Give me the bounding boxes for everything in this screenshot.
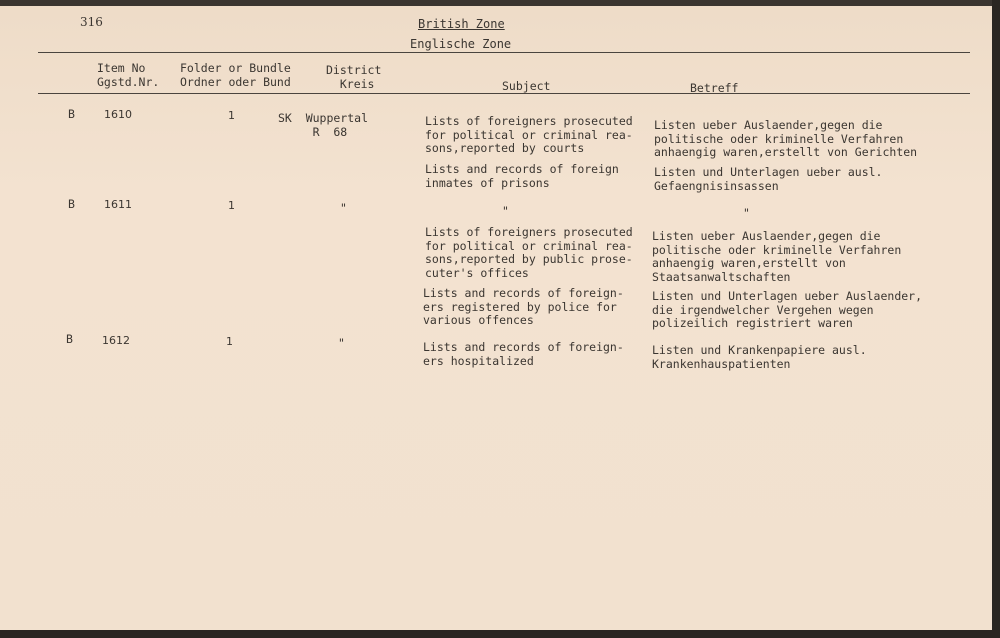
page-number: 316 [80,15,103,29]
header-bottom-rule [38,93,970,94]
header-folder: Folder or Bundle Ordner oder Bund [180,61,291,89]
row-item-no: 1610 [104,108,132,121]
row-item-no: 1612 [102,334,130,347]
row-subject: Lists and records of foreign- ers hospitalized [423,340,624,368]
row-folder: 1 [228,109,235,122]
row-district-ditto: " [340,201,347,215]
row-item-no: 1611 [104,198,132,211]
zone-subtitle: Englische Zone [410,37,512,51]
row-folder: 1 [228,199,235,212]
scan-edge-right [992,0,1000,638]
header-betreff: Betreff [690,81,739,95]
header-item-no: Item No Ggstd.Nr. [97,61,160,89]
row-prefix: B [68,197,75,211]
row-subject-2: Lists and records of foreign inmates of prisons [425,162,619,190]
row-subject-ditto: " [502,204,509,218]
header-district: District Kreis [326,63,382,91]
row-folder: 1 [226,335,233,348]
row-subject: Lists of foreigners prosecuted for political or criminal rea- sons,reported by courts [425,114,633,155]
row-betreff: Listen ueber Auslaender,gegen die politische oder kriminelle Verfahren anhaengig waren,erstellt von Staatsanwaltschaften [652,229,902,284]
row-prefix: B [68,107,75,121]
header-top-rule [38,52,970,53]
row-betreff: Listen und Krankenpapiere ausl. Krankenhauspatienten [652,343,867,371]
row-prefix: B [66,332,73,346]
row-betreff-2: Listen und Unterlagen ueber Auslaender, die irgendwelcher Vergehen wegen polizeilich registriert waren [652,289,923,330]
row-subject: Lists of foreigners prosecuted for political or criminal rea- sons,reported by public prose- cuter's offices [425,225,633,280]
document-page [0,6,992,630]
row-district-ditto: " [338,336,345,350]
row-district: SK Wuppertal R 68 [278,111,369,139]
row-subject-2: Lists and records of foreign- ers registered by police for various offences [423,286,624,327]
header-subject: Subject [502,79,551,93]
row-betreff-ditto: " [743,206,750,220]
row-betreff: Listen ueber Auslaender,gegen die politische oder kriminelle Verfahren anhaengig waren,erstellt von Gerichten [654,118,918,159]
row-betreff-2: Listen und Unterlagen ueber ausl. Gefaengnisinsassen [654,165,883,193]
zone-title: British Zone [418,17,505,31]
scan-edge-bottom [0,630,1000,638]
